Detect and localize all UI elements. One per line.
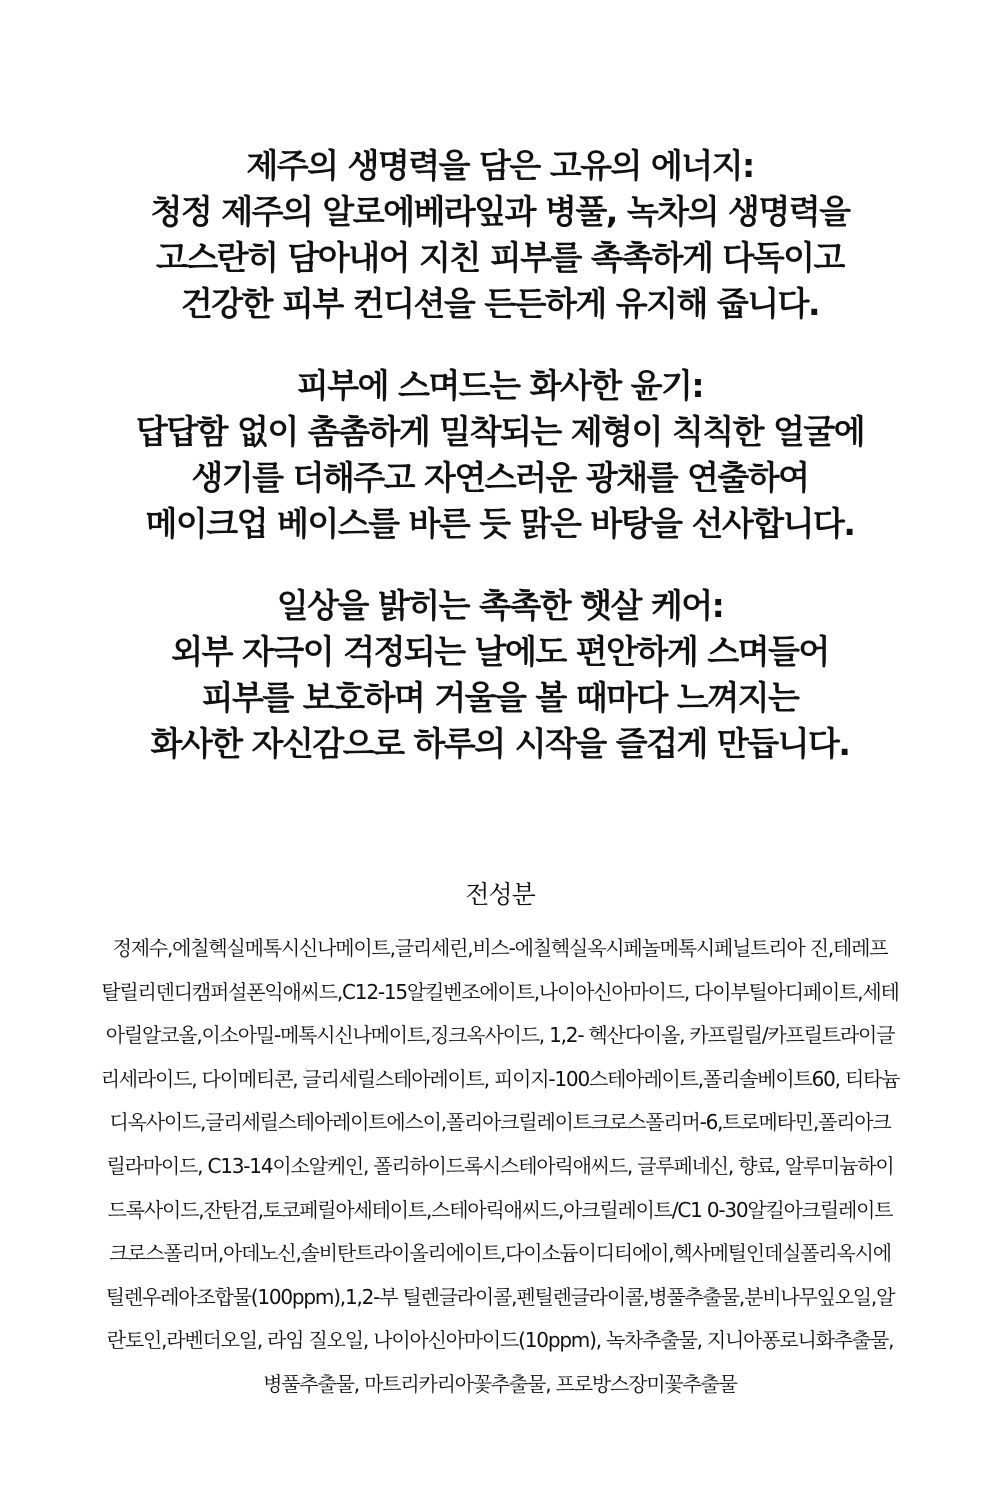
description-line: 답답함 없이 촘촘하게 밀착되는 제형이 칙칙한 얼굴에 [135, 412, 865, 451]
description-section-energy [0, 143, 1000, 327]
ingredients-line: 디옥사이드,글리세릴스테아레이트에스이,폴리아크릴레이트크로스폴리머-6,트로메타민,폴리아크 [109, 1110, 891, 1135]
description-section-sun-care [0, 583, 1000, 767]
ingredients-line: 틸렌우레아조합물(100ppm),1,2-부 틸렌글라이콜,펜틸렌글라이콜,병풀추출물,분비나무잎오일,알 [105, 1284, 895, 1309]
description-line: 생기를 더해주고 자연스러운 광채를 연출하여 [191, 458, 809, 497]
description-section-glow [0, 363, 1000, 547]
ingredients-line: 란토인,라벤더오일, 라임 질오일, 나이아신아마이드(10ppm), 녹차추출물, 지니아퐁로니화추출물, [106, 1328, 894, 1353]
description-line: 건강한 피부 컨디션을 든든하게 유지해 줍니다. [180, 284, 820, 323]
description-line: 고스란히 담아내어 지친 피부를 촉촉하게 다독이고 [156, 238, 844, 277]
description-heading: 피부에 스며드는 화사한 윤기: [296, 366, 704, 405]
ingredients-line: 리세라이드, 다이메티콘, 글리세릴스테아레이트, 피이지-100스테아레이트,폴리솔베이트60, 티타늄 [100, 1066, 900, 1091]
ingredients-line: 릴라마이드, C13-14이소알케인, 폴리하이드록시스테아릭애씨드, 글루페네신, 향료, 알루미늄하이 [106, 1153, 894, 1178]
ingredients-title: 전성분 [465, 880, 535, 909]
description-line: 메이크업 베이스를 바른 듯 맑은 바탕을 선사합니다. [145, 504, 855, 543]
description-heading: 일상을 밝히는 촉촉한 햇살 케어: [276, 586, 724, 625]
ingredients-section [0, 877, 1000, 1407]
product-description [0, 143, 1000, 803]
ingredients-line: 크로스폴리머,아데노신,솔비탄트라이올리에이트,다이소듐이디티에이,헥사메틸인데실폴리옥시에 [109, 1241, 891, 1266]
description-line: 청정 제주의 알로에베라잎과 병풀, 녹차의 생명력을 [150, 192, 850, 231]
description-line: 화사한 자신감으로 하루의 시작을 즐겁게 만듭니다. [150, 724, 850, 763]
description-heading: 제주의 생명력을 담은 고유의 에너지: [246, 146, 754, 185]
ingredients-line: 아릴알코올,이소아밀-메톡시신나메이트,징크옥사이드, 1,2- 헥산다이올, 카프릴릴/카프릴트라이글 [105, 1023, 895, 1048]
ingredients-line: 정제수,에칠헥실메톡시신나메이트,글리세린,비스-에칠헥실옥시페놀메톡시페닐트리아 진,테레프 [112, 936, 888, 960]
description-line: 피부를 보호하며 거울을 볼 때마다 느껴지는 [201, 678, 799, 717]
description-line: 외부 자극이 걱정되는 날에도 편안하게 스며들어 [171, 632, 829, 671]
ingredients-line: 드록사이드,잔탄검,토코페릴아세테이트,스테아릭애씨드,아크릴레이트/C1 0-30알킬아크릴레이트 [107, 1197, 893, 1222]
ingredients-line: 탈릴리덴디캠퍼설폰익애씨드,C12-15알킬벤조에이트,나이아신아마이드, 다이부틸아디페이트,세테 [101, 979, 899, 1004]
ingredients-line: 병풀추출물, 마트리카리아꽃추출물, 프로방스장미꽃추출물 [263, 1371, 737, 1396]
